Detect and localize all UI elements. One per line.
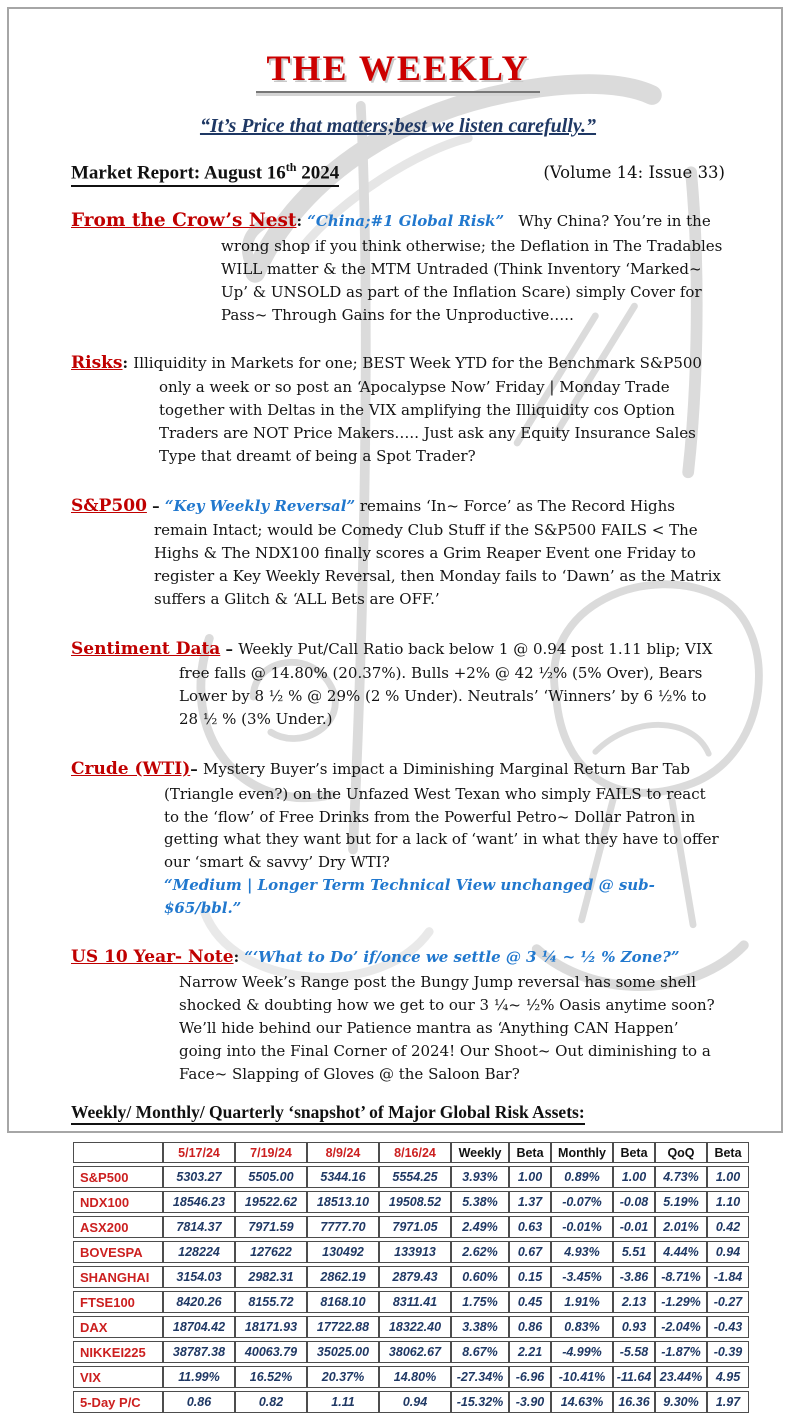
value-cell: -1.84 [707,1266,749,1288]
table-row [73,1366,749,1388]
report-date-text: Market Report: August 16 [71,162,286,184]
report-heading-row [71,160,725,187]
value-cell: 1.97 [707,1391,749,1413]
value-cell: 5303.27 [163,1166,235,1188]
metric-column-header: Beta [613,1142,655,1163]
value-cell: 1.00 [613,1166,655,1188]
value-cell: 14.63% [551,1391,613,1413]
value-cell: 0.82 [235,1391,307,1413]
value-cell: 18322.40 [379,1316,451,1338]
value-cell: 0.63 [509,1216,551,1238]
value-cell: 0.60% [451,1266,509,1288]
value-cell: 9.30% [655,1391,707,1413]
value-cell: 18513.10 [307,1191,379,1213]
value-cell: 38787.38 [163,1341,235,1363]
value-cell: 3.93% [451,1166,509,1188]
page-title: THE WEEKLY [256,47,539,93]
asset-name: DAX [73,1316,163,1338]
section-heading-sp500: S&P500 [71,495,147,516]
value-cell: 1.75% [451,1291,509,1313]
value-cell: 0.86 [509,1316,551,1338]
masthead [71,47,725,93]
value-cell: 128224 [163,1241,235,1263]
value-cell: 0.94 [707,1241,749,1263]
date-column-header: 7/19/24 [235,1142,307,1163]
section-sp500 [71,494,725,611]
value-cell: 5.51 [613,1241,655,1263]
value-cell: -8.71% [655,1266,707,1288]
corner-cell [73,1142,163,1163]
value-cell: 5505.00 [235,1166,307,1188]
value-cell: 4.95 [707,1366,749,1388]
section-crows-nest [71,207,725,326]
metric-column-header: QoQ [655,1142,707,1163]
value-cell: 4.93% [551,1241,613,1263]
value-cell: 38062.67 [379,1341,451,1363]
separator: – [146,496,165,515]
section-heading-crude: Crude (WTI) [71,758,191,779]
date-column-header: 8/16/24 [379,1142,451,1163]
value-cell: -0.07% [551,1191,613,1213]
asset-name: NIKKEI225 [73,1341,163,1363]
value-cell: 3154.03 [163,1266,235,1288]
value-cell: 1.00 [707,1166,749,1188]
value-cell: 8311.41 [379,1291,451,1313]
table-row [73,1191,749,1213]
section-body: Why China? You’re in the wrong shop if you think otherwise; the Deflation in The Tradables WILL matter & the MTM Untraded (Think Inventory ‘Marked~ Up’ & UNSOLD as part of the Inflation Scare) simply Cover for Pass~ Through Gains for the Unproductive….. [221,212,723,324]
section-heading-sentiment: Sentiment Data [71,638,221,659]
section-quote: “Key Weekly Reversal” [164,496,356,515]
snapshot-table [73,1139,749,1416]
asset-name: VIX [73,1366,163,1388]
value-cell: -27.34% [451,1366,509,1388]
table-row [73,1316,749,1338]
asset-name: FTSE100 [73,1291,163,1313]
table-row [73,1291,749,1313]
metric-column-header: Beta [707,1142,749,1163]
value-cell: 20.37% [307,1366,379,1388]
value-cell: -0.01% [551,1216,613,1238]
report-year: 2024 [296,162,340,184]
value-cell: -10.41% [551,1366,613,1388]
date-column-header: 8/9/24 [307,1142,379,1163]
separator: : [296,212,308,231]
section-body: Narrow Week’s Range post the Bungy Jump reversal has some shell shocked & doubting how we get to our 3 ¼~ ½% Oasis anytime soon? We’ll hide behind our Patience mantra as ‘Anything CAN Happen’ going into the Final Corner of 2024! Our Shoot~ Out diminishing to a Face~ Slapping of Gloves @ the Saloon Bar? [179,973,715,1083]
separator: – [190,759,203,778]
metric-column-header: Monthly [551,1142,613,1163]
table-row [73,1266,749,1288]
value-cell: -3.86 [613,1266,655,1288]
value-cell: 40063.79 [235,1341,307,1363]
value-cell: 0.93 [613,1316,655,1338]
value-cell: -3.45% [551,1266,613,1288]
asset-name: BOVESPA [73,1241,163,1263]
section-quote-technical-view: “Medium | Longer Term Technical View unchanged @ sub- $65/bbl.” [164,875,655,917]
table-row [73,1391,749,1413]
value-cell: 7814.37 [163,1216,235,1238]
separator: : [122,353,134,372]
value-cell: 8.67% [451,1341,509,1363]
value-cell: 16.52% [235,1366,307,1388]
metric-column-header: Beta [509,1142,551,1163]
value-cell: -1.29% [655,1291,707,1313]
value-cell: 3.38% [451,1316,509,1338]
value-cell: 7971.05 [379,1216,451,1238]
volume-issue: (Volume 14: Issue 33) [543,163,725,183]
value-cell: 2879.43 [379,1266,451,1288]
value-cell: 0.45 [509,1291,551,1313]
section-body: remains ‘In~ Force’ as The Record Highs remain Intact; would be Comedy Club Stuff if the S&P500 FAILS < The Highs & The NDX100 finally scores a Grim Reaper Event one Friday to register a Key Weekly Reversal, then Monday fails to ‘Dawn’ as the Matrix suffers a Glitch & ‘ALL Bets are OFF.’ [154,496,721,608]
asset-name: S&P500 [73,1166,163,1188]
section-body: Weekly Put/Call Ratio back below 1 @ 0.94 post 1.11 blip; VIX free falls @ 14.80% (20.37%). Bulls +2% @ 42 ½% (5% Over), Bears Lower by 8 ½ % @ 29% (2 % Under). Neutrals’ ‘Winners’ by 6 ½% to 28 ½ % (3% Under.) [179,639,713,729]
value-cell: 8420.26 [163,1291,235,1313]
value-cell: 18171.93 [235,1316,307,1338]
section-body: Illiquidity in Markets for one; BEST Week YTD for the Benchmark S&P500 only a week or so post an ‘Apocalypse Now’ Friday | Monday Trade together with Deltas in the VIX amplifying the Illiquidity cos Option Traders are NOT Price Makers….. Just ask any Equity Insurance Sales Type that dreamt of being a Spot Trader? [133,353,702,465]
value-cell: 0.94 [379,1391,451,1413]
value-cell: 1.11 [307,1391,379,1413]
table-row [73,1341,749,1363]
value-cell: 2.21 [509,1341,551,1363]
asset-name: NDX100 [73,1191,163,1213]
value-cell: 2.13 [613,1291,655,1313]
value-cell: -2.04% [655,1316,707,1338]
value-cell: 0.89% [551,1166,613,1188]
section-heading-risks: Risks [71,352,123,373]
section-body: Mystery Buyer’s impact a Diminishing Marginal Return Bar Tab (Triangle even?) on the Unfazed West Texan who simply FAILS to react to the ‘flow’ of Free Drinks from the Powerful Petro~ Dollar Patron in getting what they want but for a lack of ‘want’ in what they have to offer our ‘smart & savvy’ Dry WTI? [164,759,719,872]
value-cell: 7971.59 [235,1216,307,1238]
value-cell: -0.43 [707,1316,749,1338]
tagline: “It’s Price that matters;best we listen carefully.” [199,115,597,137]
section-quote: “China;#1 Global Risk” [307,212,505,231]
value-cell: 2.62% [451,1241,509,1263]
table-header-row [73,1142,749,1163]
table-row [73,1241,749,1263]
value-cell: 8155.72 [235,1291,307,1313]
value-cell: 14.80% [379,1366,451,1388]
ordinal-suffix: th [285,160,297,174]
separator: : [233,948,245,967]
value-cell: 23.44% [655,1366,707,1388]
value-cell: 0.83% [551,1316,613,1338]
value-cell: -3.90 [509,1391,551,1413]
document-content [9,9,781,1416]
value-cell: -4.99% [551,1341,613,1363]
section-risks [71,351,725,468]
value-cell: 1.37 [509,1191,551,1213]
value-cell: -5.58 [613,1341,655,1363]
table-row [73,1216,749,1238]
asset-name: ASX200 [73,1216,163,1238]
value-cell: -11.64 [613,1366,655,1388]
section-heading-crows-nest: From the Crow’s Nest [71,210,297,232]
value-cell: 0.86 [163,1391,235,1413]
value-cell: 2.01% [655,1216,707,1238]
value-cell: 2.49% [451,1216,509,1238]
value-cell: 0.67 [509,1241,551,1263]
value-cell: 19522.62 [235,1191,307,1213]
value-cell: 5.19% [655,1191,707,1213]
value-cell: 1.00 [509,1166,551,1188]
value-cell: 2862.19 [307,1266,379,1288]
value-cell: -6.96 [509,1366,551,1388]
value-cell: -0.27 [707,1291,749,1313]
metric-column-header: Weekly [451,1142,509,1163]
value-cell: 17722.88 [307,1316,379,1338]
value-cell: -0.01 [613,1216,655,1238]
separator: – [220,639,239,658]
value-cell: 1.91% [551,1291,613,1313]
newsletter-page [7,7,783,1410]
value-cell: 8168.10 [307,1291,379,1313]
value-cell: -0.39 [707,1341,749,1363]
value-cell: 19508.52 [379,1191,451,1213]
asset-name: SHANGHAI [73,1266,163,1288]
value-cell: 5344.16 [307,1166,379,1188]
value-cell: 18704.42 [163,1316,235,1338]
value-cell: 130492 [307,1241,379,1263]
tagline-row [71,115,725,138]
section-us10y-note [71,945,725,1085]
section-sentiment-data [71,637,725,731]
value-cell: 35025.00 [307,1341,379,1363]
value-cell: 4.73% [655,1166,707,1188]
value-cell: 2982.31 [235,1266,307,1288]
value-cell: 5554.25 [379,1166,451,1188]
date-column-header: 5/17/24 [163,1142,235,1163]
value-cell: 0.42 [707,1216,749,1238]
value-cell: -0.08 [613,1191,655,1213]
value-cell: 7777.70 [307,1216,379,1238]
value-cell: 0.15 [509,1266,551,1288]
table-heading-row [71,1102,725,1125]
value-cell: -1.87% [655,1341,707,1363]
value-cell: 16.36 [613,1391,655,1413]
section-quote: “‘What to Do’ if/once we settle @ 3 ¼ ~ ½ % Zone?” [244,948,680,967]
value-cell: 127622 [235,1241,307,1263]
value-cell: 4.44% [655,1241,707,1263]
value-cell: 5.38% [451,1191,509,1213]
section-heading-us10y: US 10 Year- Note [71,947,234,968]
value-cell: -15.32% [451,1391,509,1413]
table-row [73,1166,749,1188]
value-cell: 11.99% [163,1366,235,1388]
value-cell: 1.10 [707,1191,749,1213]
section-crude-wti [71,757,725,920]
report-heading [71,160,339,187]
value-cell: 133913 [379,1241,451,1263]
value-cell: 18546.23 [163,1191,235,1213]
table-heading: Weekly/ Monthly/ Quarterly ‘snapshot’ of Major Global Risk Assets: [71,1102,585,1125]
asset-name: 5-Day P/C [73,1391,163,1413]
